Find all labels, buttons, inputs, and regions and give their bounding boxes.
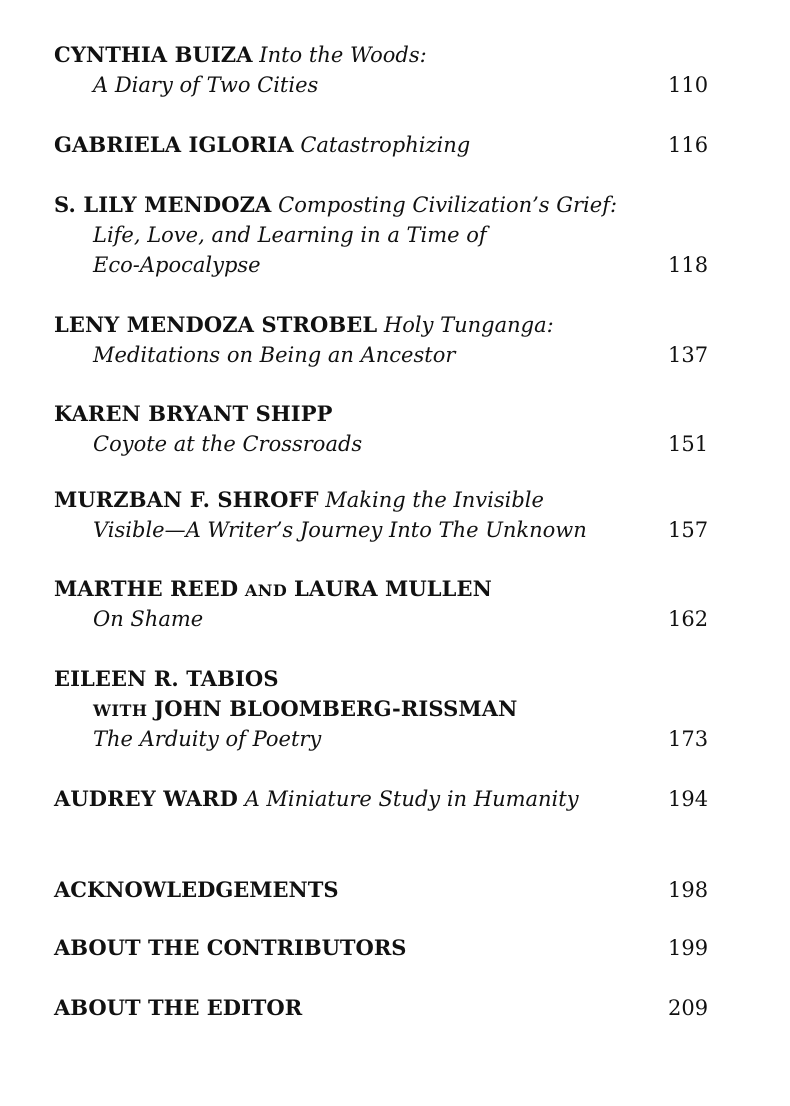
toc-section-contributors — [54, 933, 714, 963]
entry-author: S. LILY MENDOZA — [54, 192, 272, 217]
entry-author: EILEEN R. TABIOS — [54, 666, 279, 691]
entry-conjunction: AND — [244, 581, 288, 600]
toc-entry — [54, 784, 714, 814]
entry-page-number: 151 — [668, 432, 709, 456]
toc-entry — [54, 40, 714, 100]
entry-title: Composting Civilization’s Grief: — [278, 193, 618, 217]
entry-author: KAREN BRYANT SHIPP — [54, 401, 333, 426]
toc-entry — [54, 190, 714, 280]
entry-page-number: 173 — [668, 727, 709, 751]
entry-title: Making the Invisible — [325, 488, 544, 512]
entry-page-number: 137 — [668, 343, 709, 367]
entry-title-continued: Coyote at the Crossroads — [93, 432, 363, 456]
entry-page-number: 110 — [668, 73, 709, 97]
entry-page-number: 157 — [668, 518, 709, 542]
entry-author: MARTHE REED — [54, 576, 239, 601]
entry-author: GABRIELA IGLORIA — [54, 132, 294, 157]
entry-title-continued: Eco-Apocalypse — [93, 253, 261, 277]
entry-title-continued: Visible—A Writer’s Journey Into The Unknown — [93, 518, 587, 542]
toc-section-editor — [54, 993, 714, 1023]
entry-author: CYNTHIA BUIZA — [54, 42, 253, 67]
toc-entry — [54, 664, 714, 754]
toc-entry — [54, 485, 714, 545]
entry-coauthor: LAURA MULLEN — [293, 576, 492, 601]
entry-title: A Miniature Study in Humanity — [244, 787, 579, 811]
entry-page-number: 162 — [668, 607, 709, 631]
toc-entry — [54, 130, 714, 160]
entry-title-continued: On Shame — [93, 607, 204, 631]
entry-author: AUDREY WARD — [54, 786, 238, 811]
entry-page-number: 118 — [668, 253, 709, 277]
entry-page-number: 116 — [668, 133, 709, 157]
toc-section-acknowledgements — [54, 875, 714, 905]
toc-entry — [54, 399, 714, 459]
section-label: ABOUT THE CONTRIBUTORS — [54, 935, 407, 960]
entry-page-number: 194 — [668, 787, 709, 811]
entry-title-continued: Meditations on Being an Ancestor — [93, 343, 456, 367]
entry-conjunction: WITH — [93, 701, 148, 720]
section-label: ACKNOWLEDGEMENTS — [54, 877, 339, 902]
entry-author: MURZBAN F. SHROFF — [54, 487, 319, 512]
entry-title: Catastrophizing — [300, 133, 471, 157]
entry-title-continued: The Arduity of Poetry — [93, 727, 322, 751]
toc-entry — [54, 310, 714, 370]
entry-title-continued: A Diary of Two Cities — [93, 73, 319, 97]
entry-title-continued: Life, Love, and Learning in a Time of — [93, 223, 487, 247]
entry-title: Holy Tunganga: — [383, 313, 554, 337]
section-page-number: 198 — [668, 878, 709, 902]
section-page-number: 209 — [668, 996, 709, 1020]
section-label: ABOUT THE EDITOR — [54, 995, 303, 1020]
toc-entry — [54, 574, 714, 634]
section-page-number: 199 — [668, 936, 709, 960]
entry-coauthor: JOHN BLOOMBERG-RISSMAN — [154, 696, 518, 721]
entry-author: LENY MENDOZA STROBEL — [54, 312, 378, 337]
entry-title: Into the Woods: — [259, 43, 427, 67]
